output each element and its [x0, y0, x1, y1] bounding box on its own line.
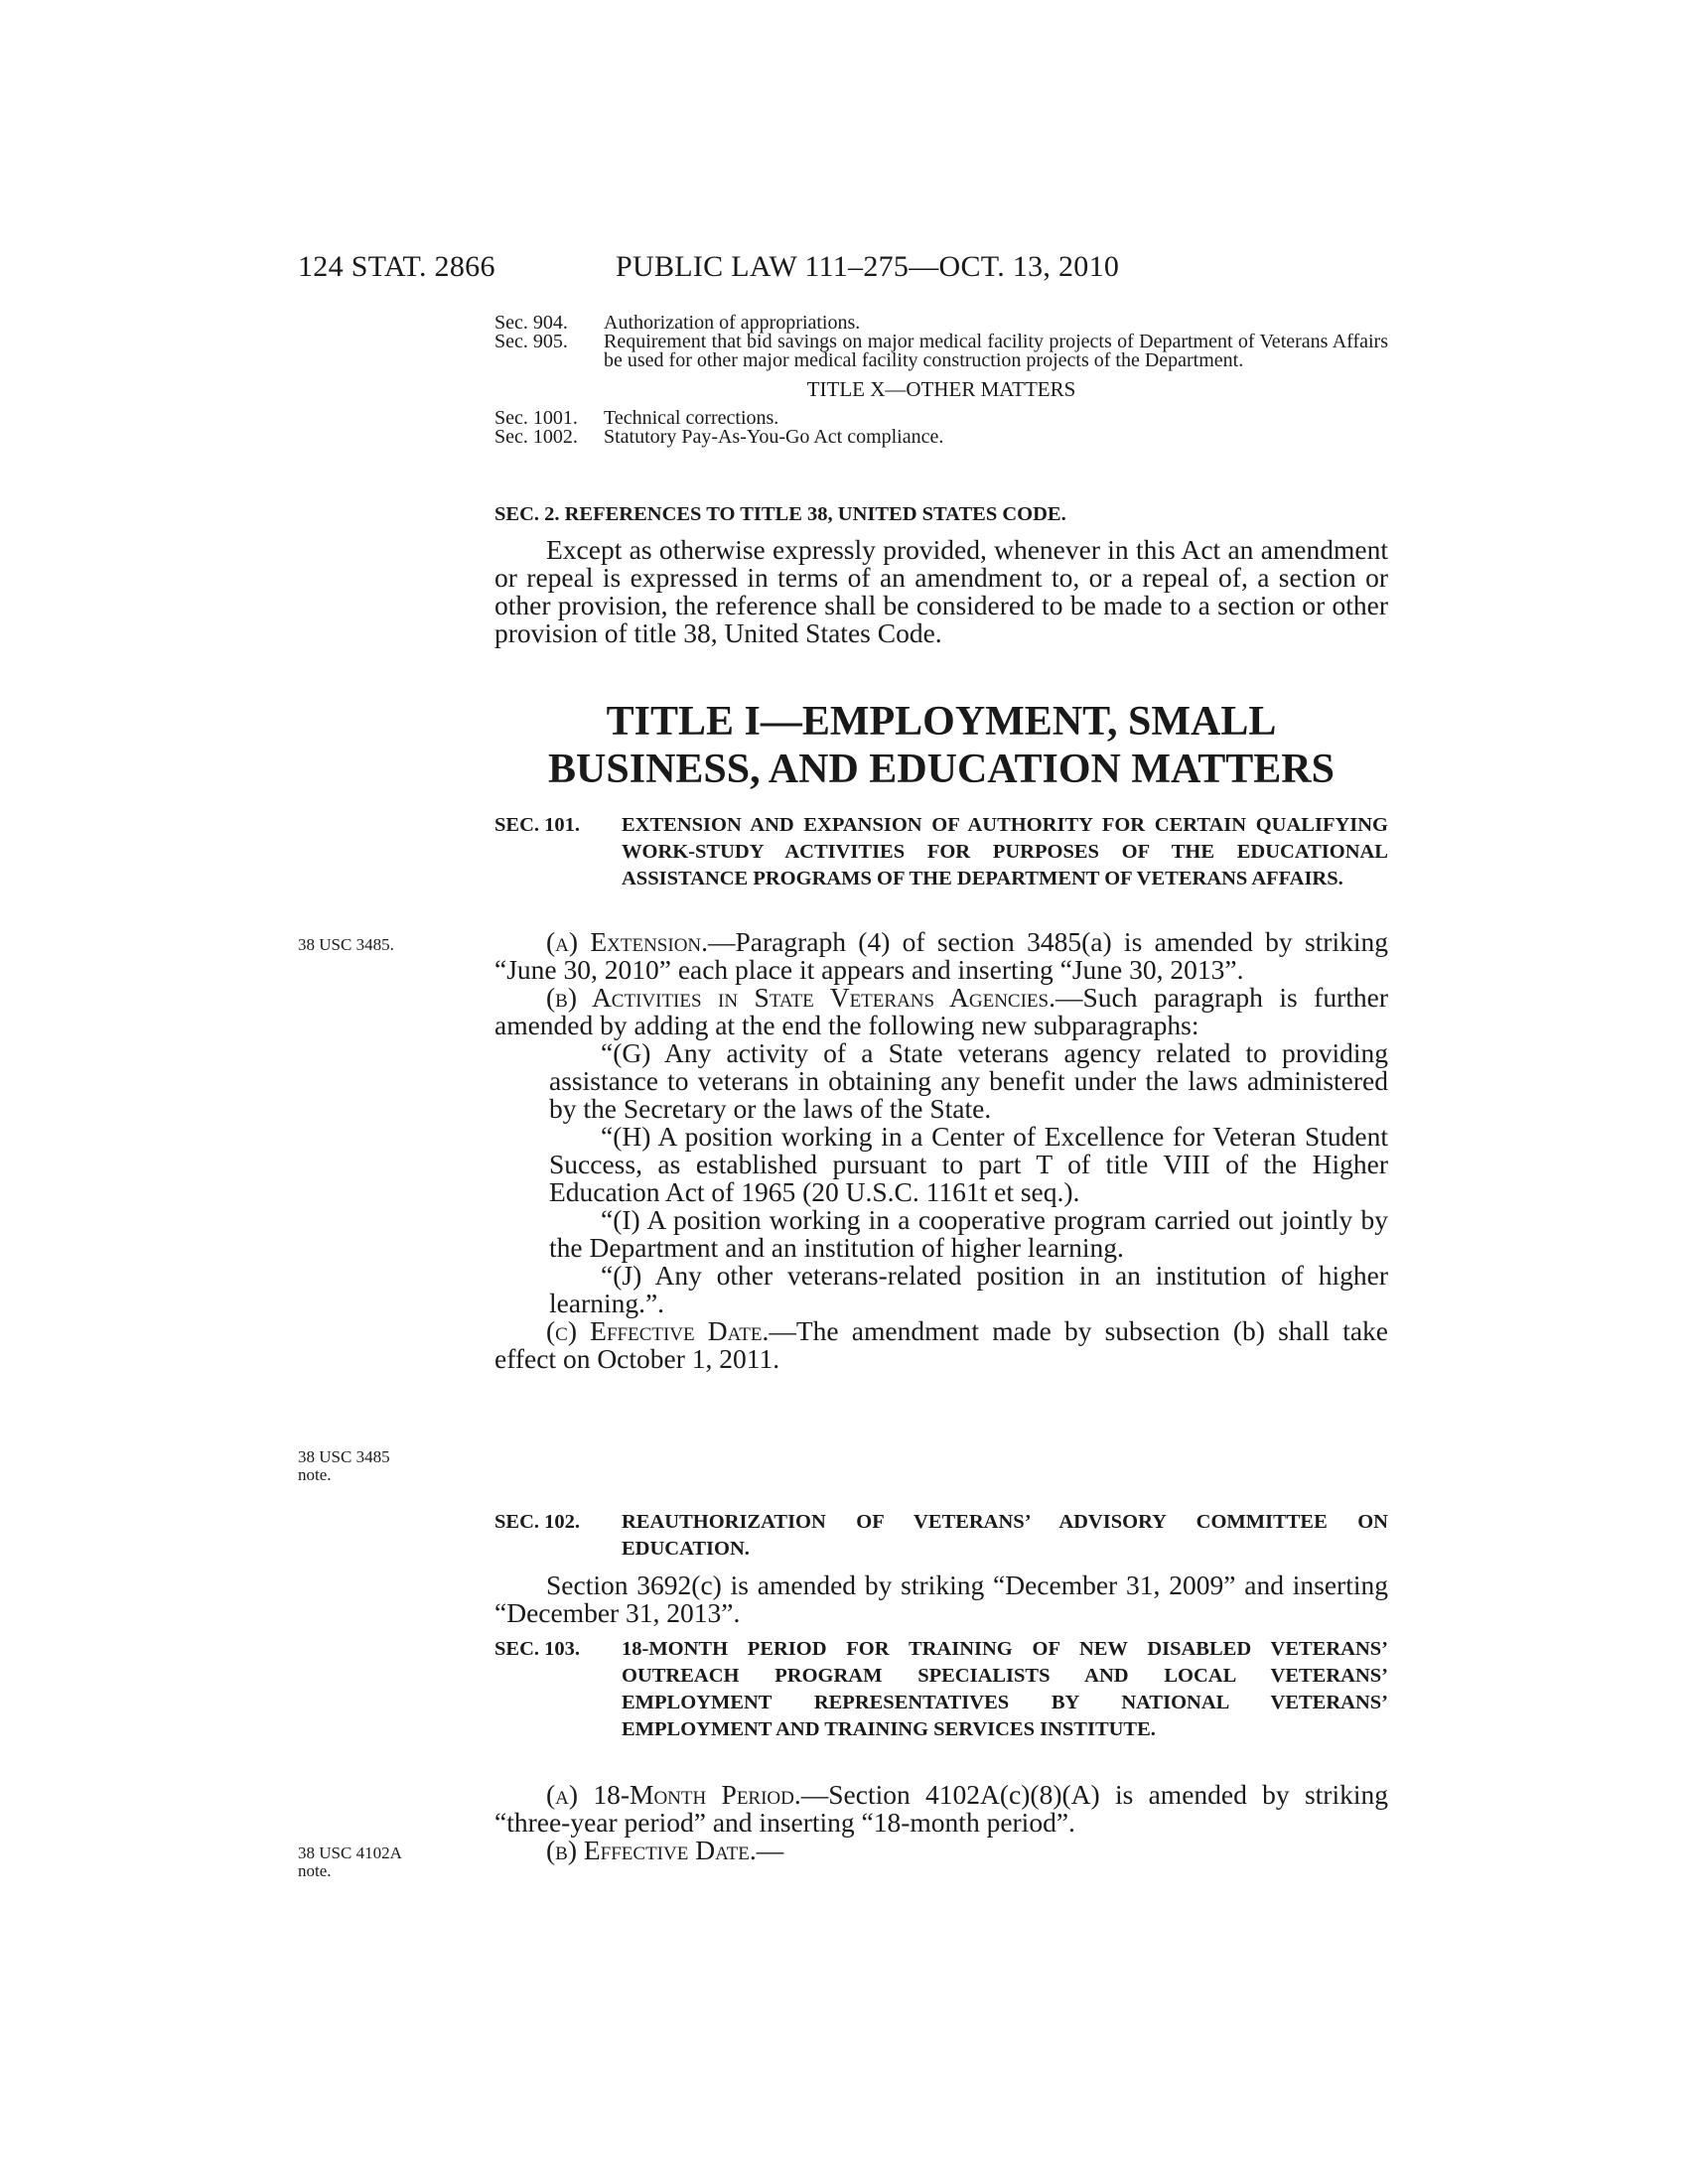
quoted-subparagraph-h: “(H) A position working in a Center of Excellence for Veteran Student Success, as established pursuant to part T of title VIII of the Higher Education Act of 1965 (20 U.S.C. 1161t et seq.).: [549, 1121, 1388, 1207]
subsection-heading: (a) Extension.: [546, 926, 709, 957]
quoted-subparagraph-g: “(G) Any activity of a State veterans agency related to providing assistance to veterans in obtaining any benefit under the laws administered by the Secretary or the laws of the State.: [549, 1037, 1388, 1124]
subsection-a: [494, 1781, 1388, 1837]
section-title: EXTENSION AND EXPANSION OF AUTHORITY FOR CERTAIN QUALIFYING WORK-STUDY ACTIVITIES FOR PURPOSES OF THE EDUCATIONAL ASSISTANCE PROGRAMS OF THE DEPARTMENT OF VETERANS AFFAIRS.: [622, 814, 1388, 889]
section-101-heading: [494, 812, 1388, 892]
margin-citation: [298, 1844, 402, 1880]
toc-entry: [494, 428, 1388, 447]
toc-entry-number: Sec. 905.: [494, 331, 568, 352]
subsection-heading: (b) Effective Date.: [546, 1835, 757, 1865]
section-102-heading: [494, 1509, 1388, 1563]
subsection-text: —: [756, 1835, 784, 1865]
title-line-2: BUSINESS, AND EDUCATION MATTERS: [548, 747, 1335, 792]
section-title: 18-MONTH PERIOD FOR TRAINING OF NEW DISABLED VETERANS’ OUTREACH PROGRAM SPECIALISTS AND LOCAL VETERANS’ EMPLOYMENT REPRESENTATIVES BY NATIONAL VETERANS’ EMPLOYMENT AND TRAINING SERVICES INSTITUTE.: [622, 1638, 1388, 1740]
margin-citation: 38 USC 3485.: [298, 935, 394, 954]
section-title: REAUTHORIZATION OF VETERANS’ ADVISORY COMMITTEE ON EDUCATION.: [622, 1511, 1388, 1560]
subsection-text: —Section 4102A(c)(8)(A) is amended by striking “three-year period” and inserting “18-month period”.: [494, 1779, 1388, 1838]
subsection-b: [494, 1837, 1388, 1864]
toc-entry-text: Requirement that bid savings on major medical facility projects of Department of Veterans Affairs be used for other major medical facility construction projects of the Department.: [604, 331, 1388, 371]
subsection-heading: (a) 18-Month Period.: [546, 1779, 801, 1810]
section-label: SEC. 103.: [494, 1638, 581, 1660]
toc-entry-number: Sec. 1002.: [494, 426, 578, 448]
section-label: SEC. 102.: [494, 1511, 581, 1533]
section-102-body: [494, 1571, 1388, 1627]
toc-entry-number: Sec. 1001.: [494, 407, 578, 429]
margin-citation-line: note.: [298, 1465, 332, 1484]
subsection-heading: (b) Activities in State Veterans Agencies.: [546, 982, 1055, 1013]
quoted-subparagraph-i: “(I) A position working in a cooperative program carried out jointly by the Department and an institution of higher learning.: [549, 1204, 1388, 1263]
toc-entry: [494, 333, 1388, 370]
subsection-text: —The amendment made by subsection (b) shall take effect on October 1, 2011.: [494, 1315, 1388, 1374]
subsection-text: —Such paragraph is further amended by adding at the end the following new subparagraphs:: [494, 982, 1388, 1040]
toc-title-heading: TITLE X—OTHER MATTERS: [806, 377, 1076, 401]
page-stat-number: 124 STAT. 2866: [298, 250, 495, 283]
title-i-heading: [494, 698, 1388, 793]
toc-entry-text: Statutory Pay-As-You-Go Act compliance.: [604, 426, 944, 448]
margin-citation-line: 38 USC 3485: [298, 1447, 390, 1466]
section-2-heading: SEC. 2. REFERENCES TO TITLE 38, UNITED STATES CODE.: [494, 503, 1066, 525]
running-header: PUBLIC LAW 111–275—OCT. 13, 2010: [616, 250, 1120, 283]
section-101-body: [494, 928, 1388, 1373]
margin-citation-line: 38 USC 4102A: [298, 1843, 402, 1862]
section-label: SEC. 101.: [494, 814, 581, 836]
subsection-a: [494, 928, 1388, 984]
subsection-b: [494, 984, 1388, 1039]
subsection-text: —Paragraph (4) of section 3485(a) is amended by striking “June 30, 2010” each place it appears and inserting “June 30, 2013”.: [494, 926, 1388, 985]
section-103-heading: [494, 1636, 1388, 1743]
margin-citation-line: note.: [298, 1861, 332, 1880]
paragraph: Section 3692(c) is amended by striking “December 31, 2009” and inserting “December 31, 2013”.: [494, 1570, 1388, 1628]
toc-entry-text: Authorization of appropriations.: [604, 312, 861, 334]
quoted-subparagraph-j: “(J) Any other veterans-related position in an institution of higher learning.”.: [549, 1260, 1388, 1318]
toc-entry-number: Sec. 904.: [494, 312, 568, 334]
section-103-body: [494, 1781, 1388, 1864]
subsection-heading: (c) Effective Date.: [546, 1315, 770, 1346]
subsection-c: [494, 1317, 1388, 1373]
title-line-1: TITLE I—EMPLOYMENT, SMALL: [606, 699, 1277, 745]
margin-citation: [298, 1448, 390, 1484]
table-of-contents: [494, 314, 1388, 447]
paragraph: Except as otherwise expressly provided, whenever in this Act an amendment or repeal is expressed in terms of an amendment to, or a repeal of, a section or other provision, the reference shall be considered to be made to a section or other provision of title 38, United States Code.: [494, 534, 1388, 648]
toc-entry-text: Technical corrections.: [604, 407, 779, 429]
section-2-body: [494, 536, 1388, 647]
